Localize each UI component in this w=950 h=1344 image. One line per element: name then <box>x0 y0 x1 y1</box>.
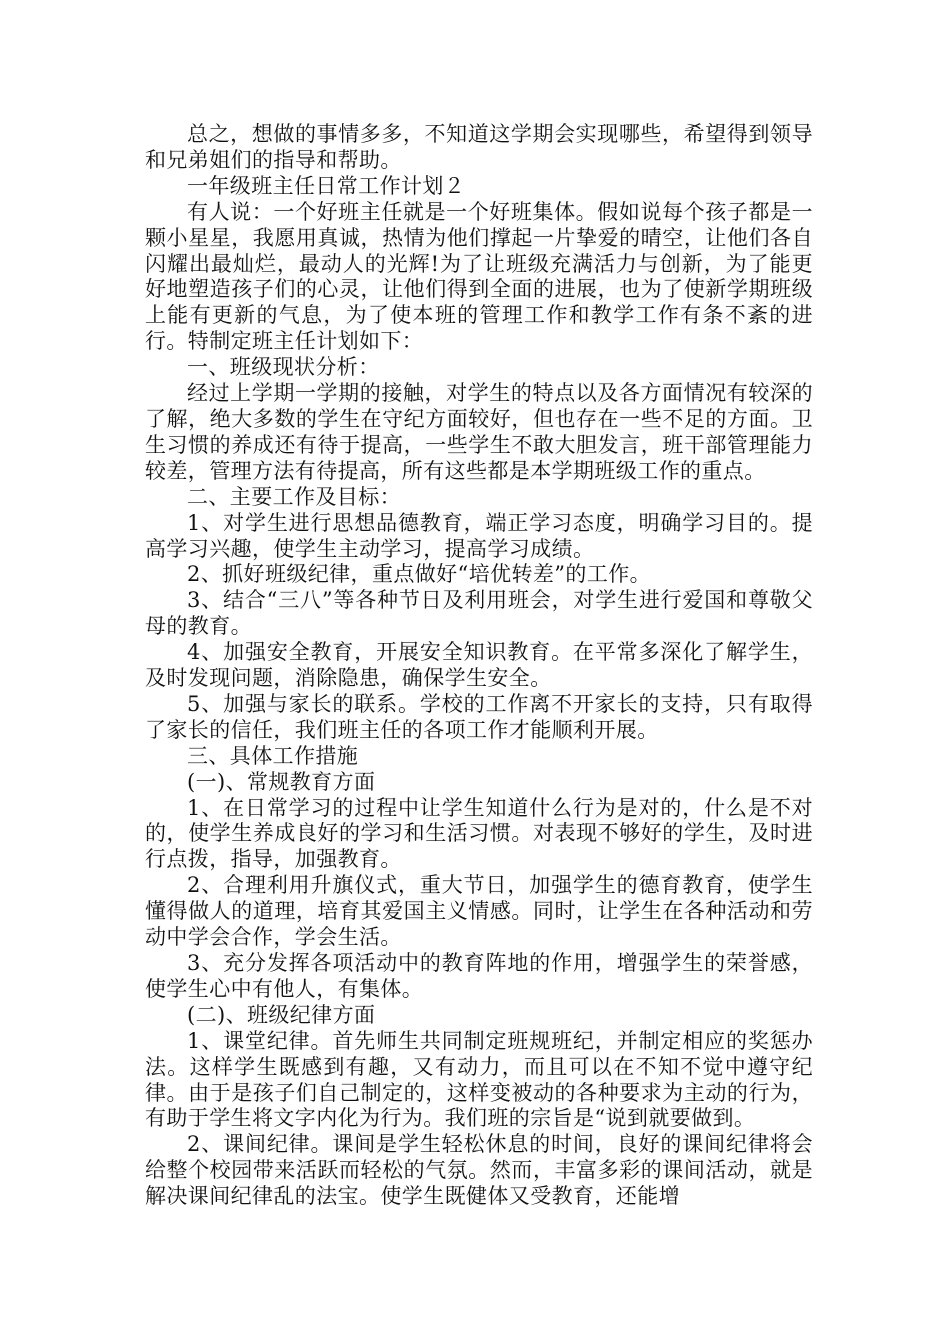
goal-item-2: 2、抓好班级纪律，重点做好“培优转差”的工作。 <box>187 562 652 587</box>
heading-main-goals: 二、主要工作及目标： <box>187 484 401 509</box>
paragraph-class-status: 经过上学期一学期的接触，对学生的特点以及各方面情况有较深的了解，绝大多数的学生在守纪方面较好，但也存在一些不足的方面。卫生习惯的养成还有待于提高，一些学生不敢大胆发言，班干部管理能力较差，管理方法有待提高，所有这些都是本学期班级工作的重点。 <box>145 381 813 483</box>
section-title: 一年级班主任日常工作计划２ <box>187 173 466 198</box>
subheading-routine-education: (一)、常规教育方面 <box>187 769 376 794</box>
routine-item-3: 3、充分发挥各项活动中的教育阵地的作用，增强学生的荣誉感，使学生心中有他人，有集体。 <box>145 951 813 1001</box>
heading-measures: 三、具体工作措施 <box>187 743 359 768</box>
paragraph-intro: 有人说：一个好班主任就是一个好班集体。假如说每个孩子都是一颗小星星，我愿用真诚，热情为他们撑起一片挚爱的晴空，让他们各自闪耀出最灿烂，最动人的光辉!为了让班级充满活力与创新，为了能更好地塑造孩子们的心灵，让他们得到全面的进展，也为了使新学期班级上能有更新的气息，为了使本班的管理工作和教学工作有条不紊的进行。特制定班主任计划如下： <box>145 199 813 354</box>
goal-item-3: 3、结合“三八”等各种节日及利用班会，对学生进行爱国和尊敬父母的教育。 <box>145 588 813 639</box>
document-body <box>145 122 813 1210</box>
discipline-item-1: 1、课堂纪律。首先师生共同制定班规班纪，并制定相应的奖惩办法。这样学生既感到有趣，又有动力，而且可以在不知不觉中遵守纪律。由于是孩子们自己制定的，这样变被动的各种要求为主动的行为，有助于学生将文字内化为行为。我们班的宗旨是“说到就要做到。 <box>145 1028 813 1131</box>
paragraph-closing: 总之，想做的事情多多，不知道这学期会实现哪些，希望得到领导和兄弟姐们的指导和帮助。 <box>145 122 813 172</box>
goal-item-4: 4、加强安全教育，开展安全知识教育。在平常多深化了解学生，及时发现问题，消除隐患，确保学生安全。 <box>145 640 813 691</box>
routine-item-1: 1、在日常学习的过程中让学生知道什么行为是对的，什么是不对的，使学生养成良好的学习和生活习惯。对表现不够好的学生，及时进行点拨，指导，加强教育。 <box>145 795 813 872</box>
heading-class-status: 一、班级现状分析： <box>187 355 380 380</box>
routine-item-2: 2、合理利用升旗仪式，重大节日，加强学生的德育教育，使学生懂得做人的道理，培育其爱国主义情感。同时，让学生在各种活动和劳动中学会合作，学会生活。 <box>145 873 813 950</box>
goal-item-1: 1、对学生进行思想品德教育，端正学习态度，明确学习目的。提高学习兴趣，使学生主动学习，提高学习成绩。 <box>145 510 813 561</box>
discipline-item-2: 2、课间纪律。课间是学生轻松休息的时间，良好的课间纪律将会给整个校园带来活跃而轻松的气氛。然而，丰富多彩的课间活动，就是解决课间纪律乱的法宝。使学生既健体又受教育，还能增 <box>145 1132 813 1209</box>
goal-item-5: 5、加强与家长的联系。学校的工作离不开家长的支持，只有取得了家长的信任，我们班主任的各项工作才能顺利开展。 <box>145 691 813 742</box>
subheading-class-discipline: (二)、班级纪律方面 <box>187 1002 376 1027</box>
